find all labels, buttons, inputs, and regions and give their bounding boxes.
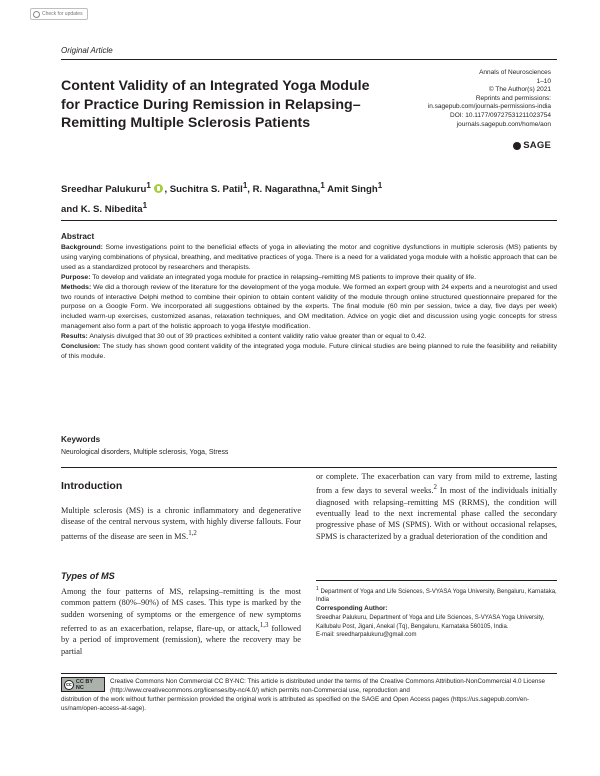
abstract-heading: Abstract: [61, 232, 95, 241]
footnote-rule: [316, 580, 557, 581]
sage-logo-icon: [513, 142, 521, 150]
abstract-text: To develop and validate an integrated yoga module for practice in relapsing–remitting MS patients to improve their quality of life.: [92, 273, 477, 281]
author-affiliation-sup: 1: [146, 181, 151, 190]
journal-reprints-link[interactable]: in.sagepub.com/journals-permissions-india: [427, 103, 551, 111]
paragraph-text: or complete. The exacerbation can vary from mild to extreme, lasting from a few days to several weeks.: [316, 472, 557, 496]
author-name: and K. S. Nibedita: [61, 204, 143, 216]
author-affiliation-sup: 1: [242, 181, 248, 190]
introduction-paragraph: [61, 505, 301, 542]
check-updates-icon: [33, 11, 40, 18]
abstract-results: [61, 332, 557, 342]
sage-logo: [513, 140, 551, 151]
author-affiliation-sup: 1: [320, 181, 325, 190]
journal-pages: 1–10: [536, 77, 551, 85]
abstract-text: The study has shown good content validity of the integrated yoga module. Future clinical studies are being planned to rule the feasibility and reliability of this module.: [61, 343, 558, 360]
author-affiliation-sup: 1: [377, 181, 383, 190]
abstract-text: We did a thorough review of the literature for the development of the yoga module. We formed an expert group with 24 experts and a neurologist and used two rounds of interactive Delphi method to combine their opinion to obtain content validity of the module through online structured questionnaire prepared for the purpose on a Google Form. We incorporated all suggestions obtained by the experts. The final module (60 min per session, twice a day, five days per week) included warm-up exercises, customized asanas, relaxation techniques, and OM meditation. Advice on yogic diet and discussion using yogic concepts for stress management also form a part of the holistic approach to yoga lifestyle modification.: [61, 283, 558, 331]
corresponding-author-email[interactable]: E-mail: sreedharpalukuru@gmail.com: [316, 632, 417, 639]
license-text-line2: distribution of the work without further permission provided the original work is attributed as specified on the SAGE and Open Access pages (https://us.sagepub.com/en-us/nam/open-access-at-sage).: [61, 696, 529, 712]
journal-name: Annals of Neurosciences: [479, 69, 551, 76]
paragraph-text: Among the four patterns of MS, relapsing–remitting is the most common pattern (80%–90%) of MS cases. This type is marked by the sudden worsening of symptoms or the emergence of new symptoms referred to as an exacerbation, relapse, flare-up, or attack,: [61, 587, 301, 633]
author-name: Amit Singh: [327, 184, 378, 196]
check-for-updates-badge[interactable]: [30, 8, 88, 20]
check-for-updates-label: Check for updates: [42, 11, 83, 17]
author-name: R. Nagarathna,: [252, 184, 321, 196]
top-rule: [61, 59, 557, 60]
paragraph-text: Multiple sclerosis (MS) is a chronic inflammatory and degenerative disease of the central nervous system, with highly diverse fallouts. Four patterns of the disease are seen in MS.: [61, 506, 301, 541]
abstract-label: Background:: [61, 244, 103, 251]
abstract-methods: [61, 283, 557, 333]
keywords-list: Neurological disorders, Multiple sclerosis, Yoga, Stress: [61, 449, 229, 456]
journal-home-link[interactable]: journals.sagepub.com/home/aon: [456, 120, 551, 128]
orcid-icon[interactable]: [154, 184, 163, 193]
citation-ref[interactable]: 2: [433, 484, 437, 492]
abstract-label: Methods:: [61, 283, 92, 291]
abstract-label: Results:: [61, 333, 88, 341]
corresponding-author-address: Sreedhar Palukuru, Department of Yoga and Life Sciences, S-VYASA Yoga University, Kallubalu Post, Jigani, Anekal (Tq), Bengaluru, Karnataka 560105, India.: [316, 615, 545, 630]
keywords-rule: [61, 467, 557, 468]
journal-doi[interactable]: DOI: 10.1177/09727531211023754: [450, 111, 551, 119]
citation-ref[interactable]: 1,3: [259, 622, 269, 630]
journal-info: [351, 69, 551, 129]
license-rule: [61, 673, 557, 674]
author-list: Sreedhar Palukuru$^1$ , Suchitra S. Patil$^1$, R. Nagarathna,$^1$ Amit Singh$^1$ and K. S. Nibedita$^1$: [61, 181, 383, 216]
citation-ref[interactable]: 1,2: [188, 529, 197, 537]
sage-logo-text: SAGE: [523, 140, 551, 151]
cc-icon: cc: [64, 680, 74, 690]
abstract-label: Conclusion:: [61, 343, 101, 351]
journal-copyright: © The Author(s) 2021: [488, 86, 551, 94]
article-type: Original Article: [61, 46, 113, 55]
keywords-heading: Keywords: [61, 435, 101, 444]
affiliation-text: Department of Yoga and Life Sciences, S-VYASA Yoga University, Bengaluru, Karnataka, India: [316, 589, 557, 604]
corresponding-author-heading: Corresponding Author:: [316, 605, 388, 612]
author-name: Suchitra S. Patil: [169, 184, 243, 196]
cc-badge-label: CC BY NC: [75, 678, 93, 691]
author-name: Sreedhar Palukuru: [61, 184, 147, 196]
types-of-ms-heading: Types of MS: [61, 571, 115, 581]
abstract-text: Some investigations point to the beneficial effects of yoga in alleviating the motor and cognitive dysfunctions in multiple sclerosis (MS) patients by using varying combinations of physical, breathing, and meditative practices of yoga. There is a need for a validated yoga module with a holistic approach that can be used as a standardized protocol by researchers and therapists.: [61, 244, 558, 271]
abstract-text: Analysis divulged that 30 out of 39 practices exhibited a content validity ratio value greater than or equal to 0.42.: [89, 333, 427, 341]
abstract-purpose: [61, 273, 557, 283]
creative-commons-badge[interactable]: [61, 677, 105, 692]
article-title: Content Validity of an Integrated Yoga Module for Practice During Remission in Relapsing–Remitting Multiple Sclerosis Patients: [61, 78, 370, 132]
abstract-body: [61, 243, 557, 362]
journal-reprints-label: Reprints and permissions:: [475, 94, 551, 102]
abstract-rule: [61, 220, 557, 221]
abstract-background: [61, 243, 557, 273]
right-column-paragraph: [316, 471, 557, 542]
types-of-ms-paragraph: [61, 586, 301, 657]
abstract-label: Purpose:: [61, 273, 91, 281]
abstract-conclusion: [61, 342, 557, 362]
paragraph-text: followed by a period of improvement (remission), where the recovery may be partial: [61, 623, 301, 656]
affiliation-sup: 1: [316, 586, 319, 592]
introduction-heading: Introduction: [61, 480, 123, 492]
affiliation-footnote: [316, 585, 557, 604]
paragraph-text: In most of the individuals initially diagnosed with relapsing–remitting MS (RRMS), the condition will eventually lead to the next incremental phase called the secondary progressive phase of MS (SPMS). With or without occasional relapses, SPMS is characterized by a gradual deterioration of the condition and: [316, 486, 557, 541]
corresponding-author-details: [316, 614, 557, 640]
author-affiliation-sup: 1: [142, 201, 148, 211]
license-text-line1: Creative Commons Non Commercial CC BY-NC: This article is distributed under the terms of the Creative Commons Attribution-NonCommercial 4.0 License (http://www.creativecommons.org/licenses/by-nc/4.0/) which permits non-Commercial use, reproduction and: [110, 678, 545, 694]
